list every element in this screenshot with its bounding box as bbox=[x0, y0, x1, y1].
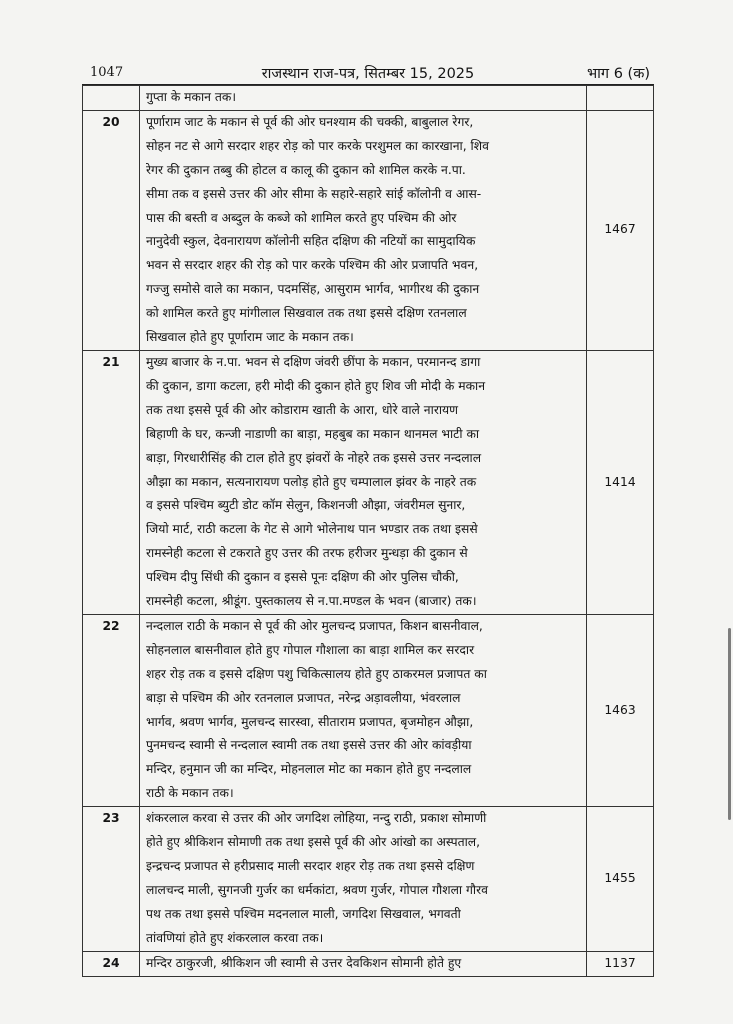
description-line: मन्दिर, हनुमान जी का मन्दिर, मोहनलाल मोट का मकान होते हुए नन्दलाल bbox=[146, 762, 472, 777]
description-line: मन्दिर ठाकुरजी, श्रीकिशन जी स्वामी से उत्तर देवकिशन सोमानी होते हुए bbox=[146, 955, 462, 970]
table-row bbox=[83, 110, 654, 350]
ward-number: 20 bbox=[83, 110, 140, 350]
description-line: की दुकान, डागा कटला, हरी मोदी की दुकान होते हुए शिव जी मोदी के मकान bbox=[146, 378, 486, 393]
description-line: गज्जु समोसे वाले का मकान, पदमसिंह, आसुराम भार्गव, भागीरथ की दुकान bbox=[146, 282, 480, 297]
description-line: शहर रोड़ तक व इससे दक्षिण पशु चिकित्सालय होते हुए ठाकरमल प्रजापत का bbox=[146, 666, 487, 681]
description-line: बाड़ा, गिरधारीसिंह की टाल होते हुए झंवरों के नोहरे तक इससे उत्तर नन्दलाल bbox=[146, 450, 482, 465]
description-line: होते हुए श्रीकिशन सोमाणी तक तथा इससे पूर्व की ओर आंखो का अस्पताल, bbox=[146, 835, 481, 850]
description-line: इन्द्रचन्द प्रजापत से हरीप्रसाद माली सरदार शहर रोड़ तक तथा इससे दक्षिण bbox=[146, 859, 475, 873]
description-line: गुप्ता के मकान तक। bbox=[146, 90, 236, 104]
description-line: औझा का मकान, सत्यनारायण पलोड़ होते हुए चम्पालाल झंवर के नाहरे तक bbox=[146, 474, 477, 489]
table-row bbox=[83, 807, 654, 951]
description-line: सोहनलाल बासनीवाल होते हुए गोपाल गौशाला का बाड़ा शामिल कर सरदार bbox=[146, 642, 475, 657]
description-line: भवन से सरदार शहर की रोड़ को पार करके पश्चिम की ओर प्रजापति भवन, bbox=[146, 258, 479, 273]
description-line: सोहन नट से आगे सरदार शहर रोड़ को पार करके परशुमल का कारखाना, शिव bbox=[146, 138, 489, 153]
table-row bbox=[83, 614, 654, 806]
ward-boundary-table bbox=[82, 85, 654, 977]
table-row bbox=[83, 350, 654, 614]
description-line: मुख्य बाजार के न.पा. भवन से दक्षिण जंवरी छींपा के मकान, परमानन्द डागा bbox=[146, 354, 481, 369]
ward-number: 23 bbox=[83, 807, 140, 951]
ward-number: 22 bbox=[83, 614, 140, 806]
boundary-description-cell bbox=[140, 614, 587, 806]
description-line: तांवणियां होते हुए शंकरलाल करवा तक। bbox=[146, 930, 324, 945]
description-line: भार्गव, श्रवण भार्गव, मुलचन्द सारस्वा, सीताराम प्रजापत, बृजमोहन औझा, bbox=[146, 714, 474, 729]
gazette-title: राजस्थान राज-पत्र, सितम्बर 15, 2025 bbox=[261, 66, 475, 82]
description-line: बिहाणी के घर, कन्जी नाडाणी का बाड़ा, महबुब का मकान थानमल भाटी का bbox=[146, 426, 480, 441]
page-number: 1047 bbox=[90, 65, 124, 80]
description-line: तक तथा इससे पूर्व की ओर कोडाराम खाती के आरा, धोरे वाले नारायण bbox=[146, 402, 459, 417]
ward-number-cell bbox=[83, 86, 140, 111]
description-line: रेगर की दुकान तब्बु की होटल व कालू की दुकान को शामिल करके न.पा. bbox=[146, 162, 466, 177]
description-line: शंकरलाल करवा से उत्तर की ओर जगदिश लोहिया, नन्दु राठी, प्रकाश सोमाणी bbox=[146, 811, 487, 826]
description-line: पथ तक तथा इससे पश्चिम मदनलाल माली, जगदिश सिखवाल, भगवती bbox=[146, 906, 461, 921]
voter-count: 1137 bbox=[587, 951, 654, 976]
boundary-description-cell bbox=[140, 110, 587, 350]
boundary-description-cell bbox=[140, 807, 587, 951]
boundary-description-cell bbox=[140, 951, 587, 976]
description-line: सिखवाल होते हुए पूर्णाराम जाट के मकान तक। bbox=[146, 330, 354, 345]
description-line: व इससे पश्चिम ब्युटी डोट कॉम सेलुन, किशनजी औझा, जंवरीमल सुनार, bbox=[146, 498, 466, 513]
description-line: लालचन्द माली, सुगनजी गुर्जर का धर्मकांटा, श्रवण गुर्जर, गोपाल गौशला गौरव bbox=[146, 882, 488, 897]
table-row bbox=[83, 951, 654, 976]
description-line: नानुदेवी स्कुल, देवनारायण कॉलोनी सहित दक्षिण की नटियों का सामुदायिक bbox=[146, 234, 476, 249]
page-header bbox=[82, 62, 654, 85]
description-line: पश्चिम दीपु सिंधी की दुकान व इससे पूनः दक्षिण की ओर पुलिस चौकी, bbox=[146, 570, 459, 585]
ward-number: 24 bbox=[83, 951, 140, 976]
ward-number: 21 bbox=[83, 350, 140, 614]
description-line: जियो मार्ट, राठी कटला के गेट से आगे भोलेनाथ पान भण्डार तक तथा इससे bbox=[146, 522, 478, 537]
description-line: राठी के मकान तक। bbox=[146, 786, 234, 801]
description-line: को शामिल करते हुए मांगीलाल सिखवाल तक तथा इससे दक्षिण रतनलाल bbox=[146, 306, 467, 321]
description-line: पास की बस्ती व अब्दुल के कब्जे को शामिल करते हुए पश्चिम की ओर bbox=[146, 210, 457, 225]
boundary-description-cell bbox=[140, 350, 587, 614]
scrollbar[interactable] bbox=[728, 628, 731, 820]
voter-count: 1414 bbox=[587, 350, 654, 614]
description-line: रामस्नेही कटला, श्रीडूंग. पुस्तकालय से न.पा.मण्डल के भवन (बाजार) तक। bbox=[146, 594, 477, 609]
description-line: रामस्नेही कटला से टकराते हुए उत्तर की तरफ हरीजर मुन्धड़ा की दुकान से bbox=[146, 546, 468, 561]
voter-count: 1463 bbox=[587, 614, 654, 806]
description-line: पूर्णाराम जाट के मकान से पूर्व की ओर घनश्याम की चक्की, बाबुलाल रेगर, bbox=[146, 114, 474, 129]
description-line: नन्दलाल राठी के मकान से पूर्व की ओर मुलचन्द प्रजापत, किशन बासनीवाल, bbox=[146, 618, 483, 633]
gazette-part: भाग 6 (क) bbox=[586, 66, 650, 82]
table-row bbox=[83, 86, 654, 111]
voter-count: 1467 bbox=[587, 110, 654, 350]
description-line: पुनमचन्द स्वामी से नन्दलाल स्वामी तक तथा इससे उत्तर की ओर कांवड़ीया bbox=[146, 738, 472, 753]
voter-count: 1455 bbox=[587, 807, 654, 951]
description-line: सीमा तक व इससे उत्तर की ओर सीमा के सहारे-सहारे सांई कॉलोनी व आस- bbox=[146, 186, 482, 201]
boundary-description-cell bbox=[140, 86, 587, 111]
voter-count-cell bbox=[587, 86, 654, 111]
description-line: बाड़ा से पश्चिम की ओर रतनलाल प्रजापत, नरेन्द्र अड़ावलीया, भंवरलाल bbox=[146, 690, 461, 705]
